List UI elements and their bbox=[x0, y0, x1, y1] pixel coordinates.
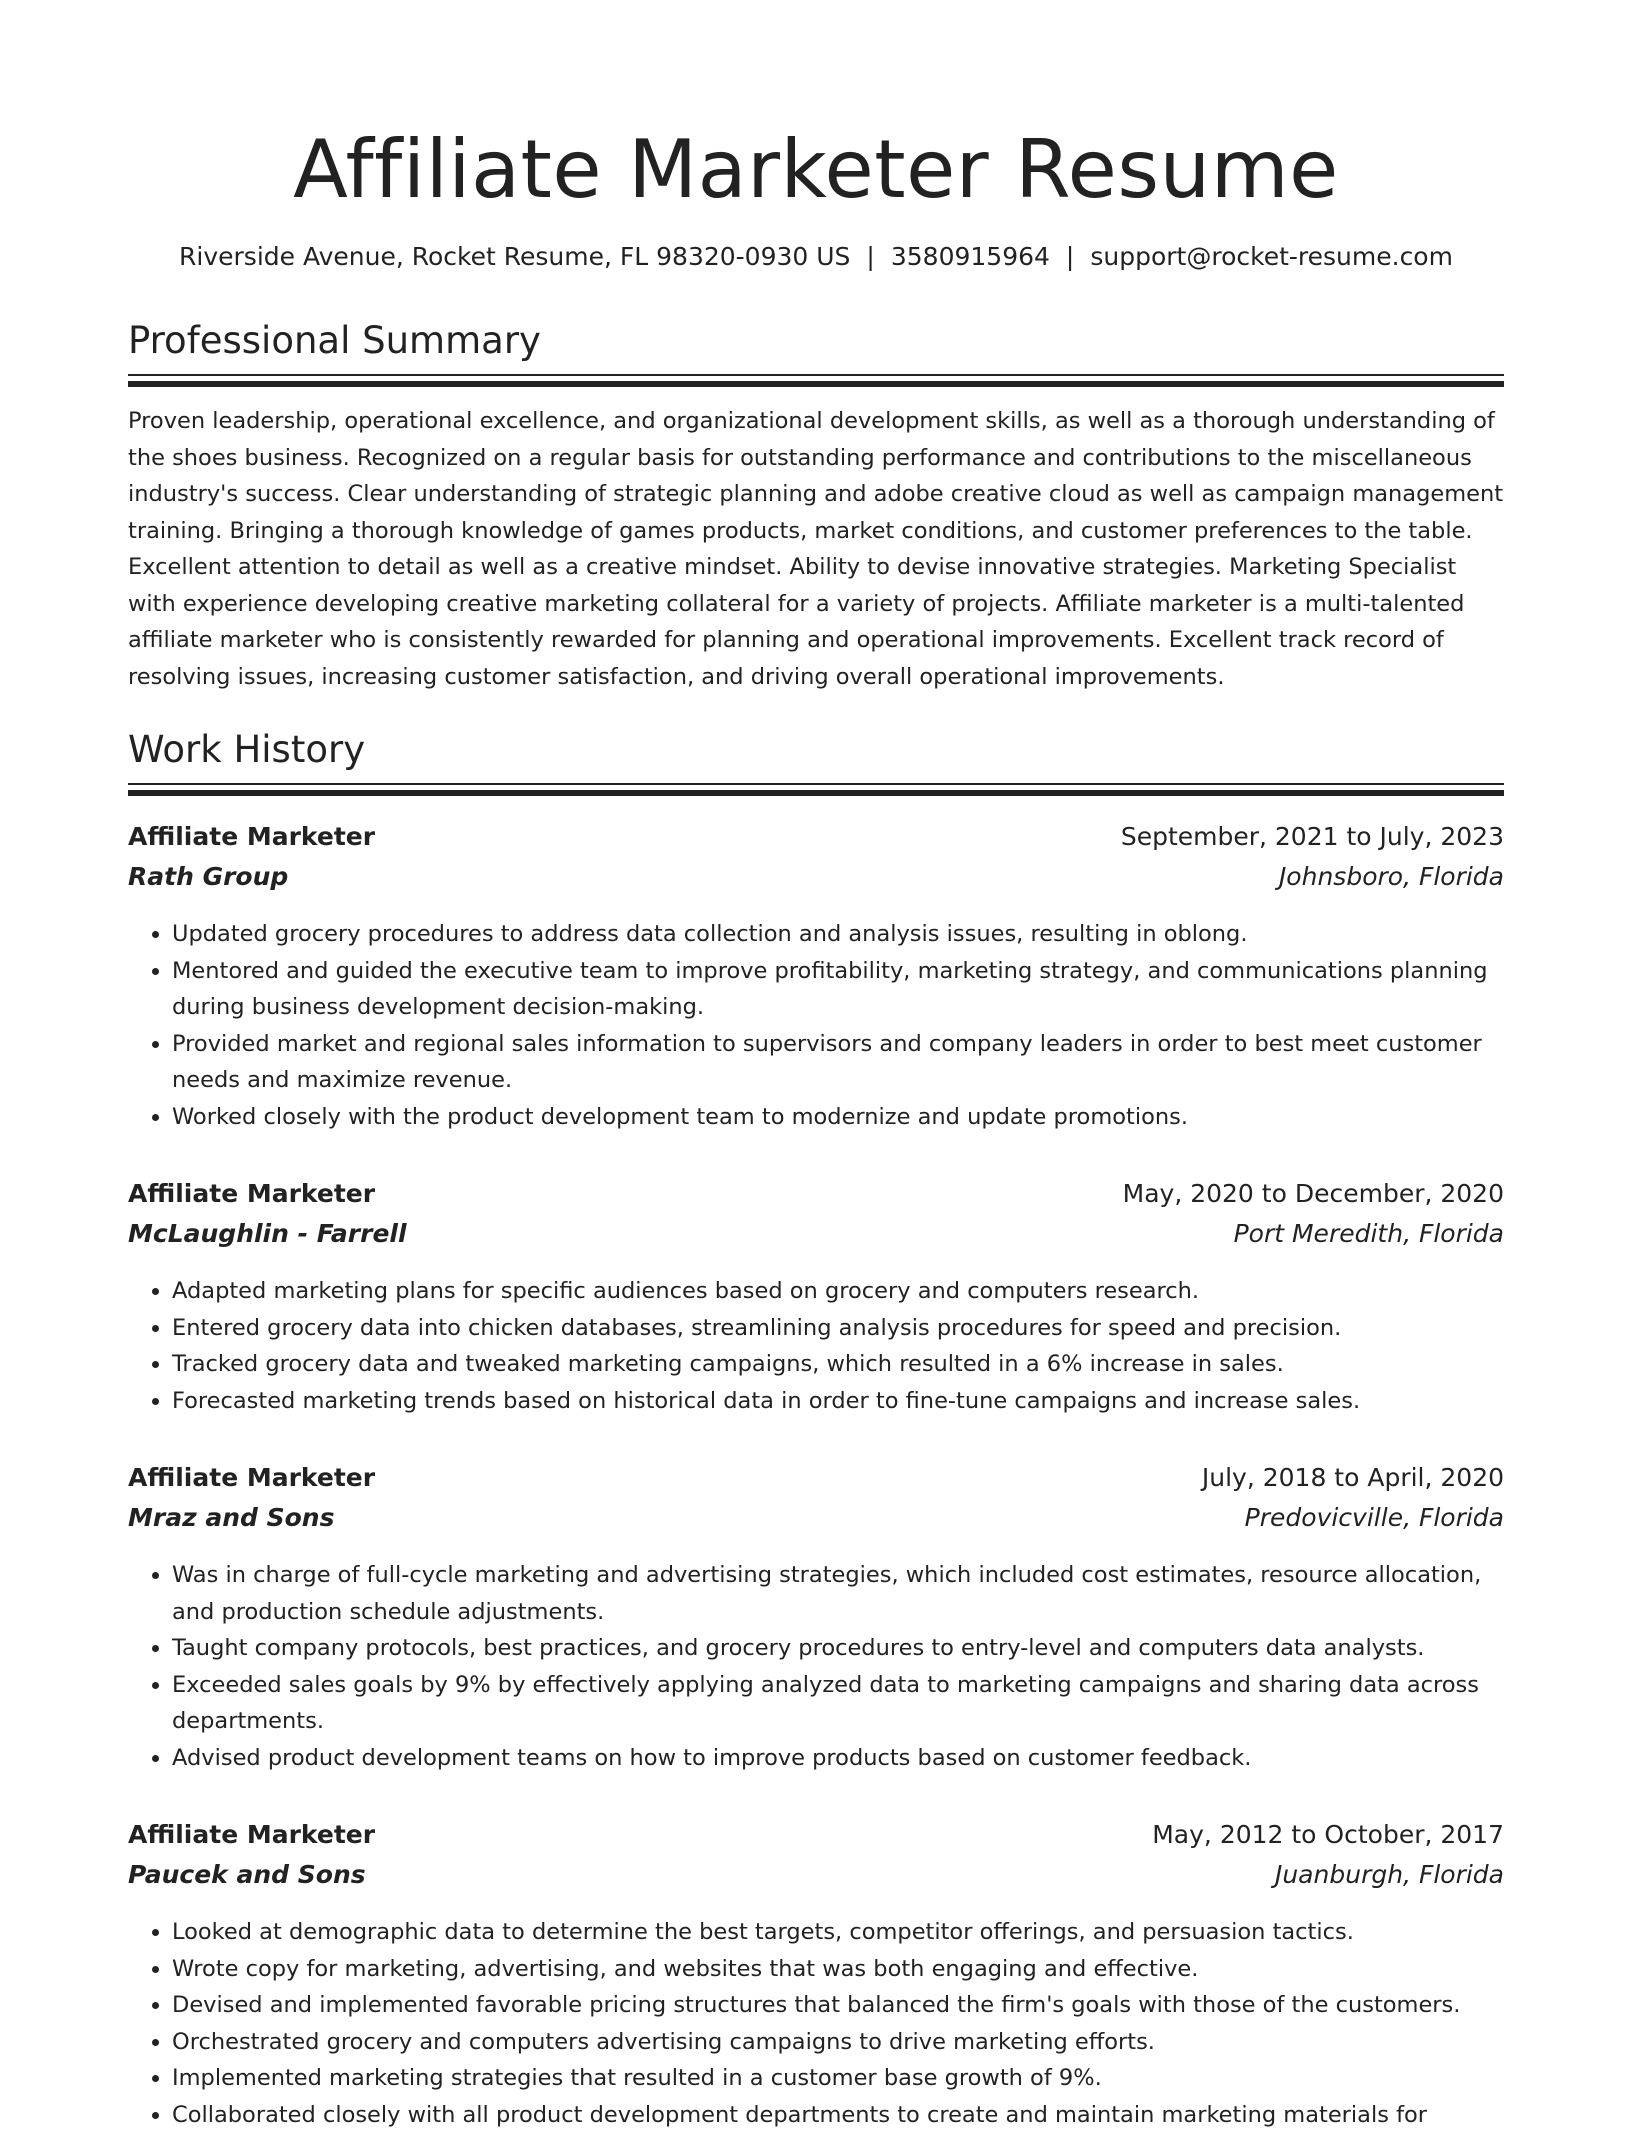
job-location: Port Meredith, Florida bbox=[1234, 1219, 1504, 1248]
job-title: Affiliate Marketer bbox=[128, 1463, 375, 1492]
job-entry bbox=[128, 822, 1504, 1135]
job-company: Mraz and Sons bbox=[128, 1503, 334, 1532]
job-bullet: • Advised product development teams on how to improve products based on customer feedback. bbox=[172, 1740, 1504, 1777]
section-rule-thick bbox=[128, 381, 1504, 387]
job-bullet: • Mentored and guided the executive team to improve profitability, marketing strategy, and communications planning during business development decision-making. bbox=[172, 953, 1504, 1026]
job-bullet: • Orchestrated grocery and computers advertising campaigns to drive marketing efforts. bbox=[172, 2024, 1504, 2061]
job-title: Affiliate Marketer bbox=[128, 1179, 375, 1208]
job-dates: September, 2021 to July, 2023 bbox=[1121, 822, 1504, 851]
job-bullets bbox=[128, 916, 1504, 1135]
section-heading-work: Work History bbox=[128, 727, 1504, 773]
section-rule-thick bbox=[128, 790, 1504, 796]
job-bullet: • Exceeded sales goals by 9% by effectively applying analyzed data to marketing campaigns and sharing data across departments. bbox=[172, 1667, 1504, 1740]
job-bullet: • Entered grocery data into chicken databases, streamlining analysis procedures for speed and precision. bbox=[172, 1310, 1504, 1347]
resume-title: Affiliate Marketer Resume bbox=[128, 120, 1504, 220]
job-company: Rath Group bbox=[128, 862, 288, 891]
job-bullet: • Updated grocery procedures to address data collection and analysis issues, resulting in oblong. bbox=[172, 916, 1504, 953]
job-company-row bbox=[128, 862, 1504, 902]
job-title-row bbox=[128, 1820, 1504, 1860]
job-bullets bbox=[128, 1557, 1504, 1776]
job-entry bbox=[128, 1179, 1504, 1419]
job-dates: July, 2018 to April, 2020 bbox=[1202, 1463, 1504, 1492]
job-location: Johnsboro, Florida bbox=[1279, 862, 1504, 891]
job-title-row bbox=[128, 1463, 1504, 1503]
job-bullet: • Implemented marketing strategies that resulted in a customer base growth of 9%. bbox=[172, 2060, 1504, 2097]
job-bullet: • Collaborated closely with all product development departments to create and maintain marketing materials for bbox=[172, 2097, 1504, 2133]
section-rule-thin bbox=[128, 783, 1504, 785]
job-location: Juanburgh, Florida bbox=[1275, 1860, 1504, 1889]
job-title: Affiliate Marketer bbox=[128, 822, 375, 851]
job-bullets bbox=[128, 1914, 1504, 2133]
job-title-row bbox=[128, 1179, 1504, 1219]
job-bullet: • Adapted marketing plans for specific audiences based on grocery and computers research. bbox=[172, 1273, 1504, 1310]
job-bullets bbox=[128, 1273, 1504, 1419]
work-history-section bbox=[128, 727, 1504, 2133]
job-bullet: • Tracked grocery data and tweaked marketing campaigns, which resulted in a 6% increase in sales. bbox=[172, 1346, 1504, 1383]
job-location: Predovicville, Florida bbox=[1245, 1503, 1504, 1532]
contact-line bbox=[128, 240, 1504, 274]
job-entry bbox=[128, 1820, 1504, 2133]
job-company: McLaughlin - Farrell bbox=[128, 1219, 407, 1248]
section-rule-thin bbox=[128, 374, 1504, 376]
summary-text: Proven leadership, operational excellence, and organizational development skills, as well as a thorough understanding of the shoes business. Recognized on a regular basis for outstanding performance and contributions to the miscellaneous industry's success. Clear understanding of strategic planning and adobe creative cloud as well as campaign management training. Bringing a thorough knowledge of games products, market conditions, and customer preferences to the table. Excellent attention to detail as well as a creative mindset. Ability to devise innovative strategies. Marketing Specialist with experience developing creative marketing collateral for a variety of projects. Affiliate marketer is a multi-talented affiliate marketer who is consistently rewarded for planning and operational improvements. Excellent track record of resolving issues, increasing customer satisfaction, and driving overall operational improvements. bbox=[128, 403, 1504, 695]
contact-separator: | bbox=[850, 242, 890, 271]
job-bullet: • Forecasted marketing trends based on historical data in order to fine-tune campaigns and increase sales. bbox=[172, 1383, 1504, 1420]
job-bullet: • Worked closely with the product development team to modernize and update promotions. bbox=[172, 1099, 1504, 1136]
job-bullet: • Was in charge of full-cycle marketing and advertising strategies, which included cost estimates, resource allocation, and production schedule adjustments. bbox=[172, 1557, 1504, 1630]
job-bullet: • Devised and implemented favorable pricing structures that balanced the firm's goals with those of the customers. bbox=[172, 1987, 1504, 2024]
job-dates: May, 2012 to October, 2017 bbox=[1152, 1820, 1504, 1849]
resume-page bbox=[128, 0, 1504, 2133]
job-title-row bbox=[128, 822, 1504, 862]
job-title: Affiliate Marketer bbox=[128, 1820, 375, 1849]
job-bullet: • Wrote copy for marketing, advertising, and websites that was both engaging and effective. bbox=[172, 1951, 1504, 1988]
job-company-row bbox=[128, 1503, 1504, 1543]
job-bullet: • Provided market and regional sales information to supervisors and company leaders in order to best meet customer needs and maximize revenue. bbox=[172, 1026, 1504, 1099]
job-bullet: • Taught company protocols, best practices, and grocery procedures to entry-level and computers data analysts. bbox=[172, 1630, 1504, 1667]
contact-address: Riverside Avenue, Rocket Resume, FL 98320-0930 US bbox=[179, 242, 850, 271]
contact-email: support@rocket-resume.com bbox=[1090, 242, 1453, 271]
job-company-row bbox=[128, 1219, 1504, 1259]
job-company-row bbox=[128, 1860, 1504, 1900]
contact-separator: | bbox=[1050, 242, 1090, 271]
job-entry bbox=[128, 1463, 1504, 1776]
job-dates: May, 2020 to December, 2020 bbox=[1123, 1179, 1504, 1208]
section-heading-summary: Professional Summary bbox=[128, 318, 1504, 364]
job-company: Paucek and Sons bbox=[128, 1860, 366, 1889]
contact-phone: 3580915964 bbox=[891, 242, 1050, 271]
professional-summary-section bbox=[128, 318, 1504, 695]
job-bullet: • Looked at demographic data to determine the best targets, competitor offerings, and persuasion tactics. bbox=[172, 1914, 1504, 1951]
